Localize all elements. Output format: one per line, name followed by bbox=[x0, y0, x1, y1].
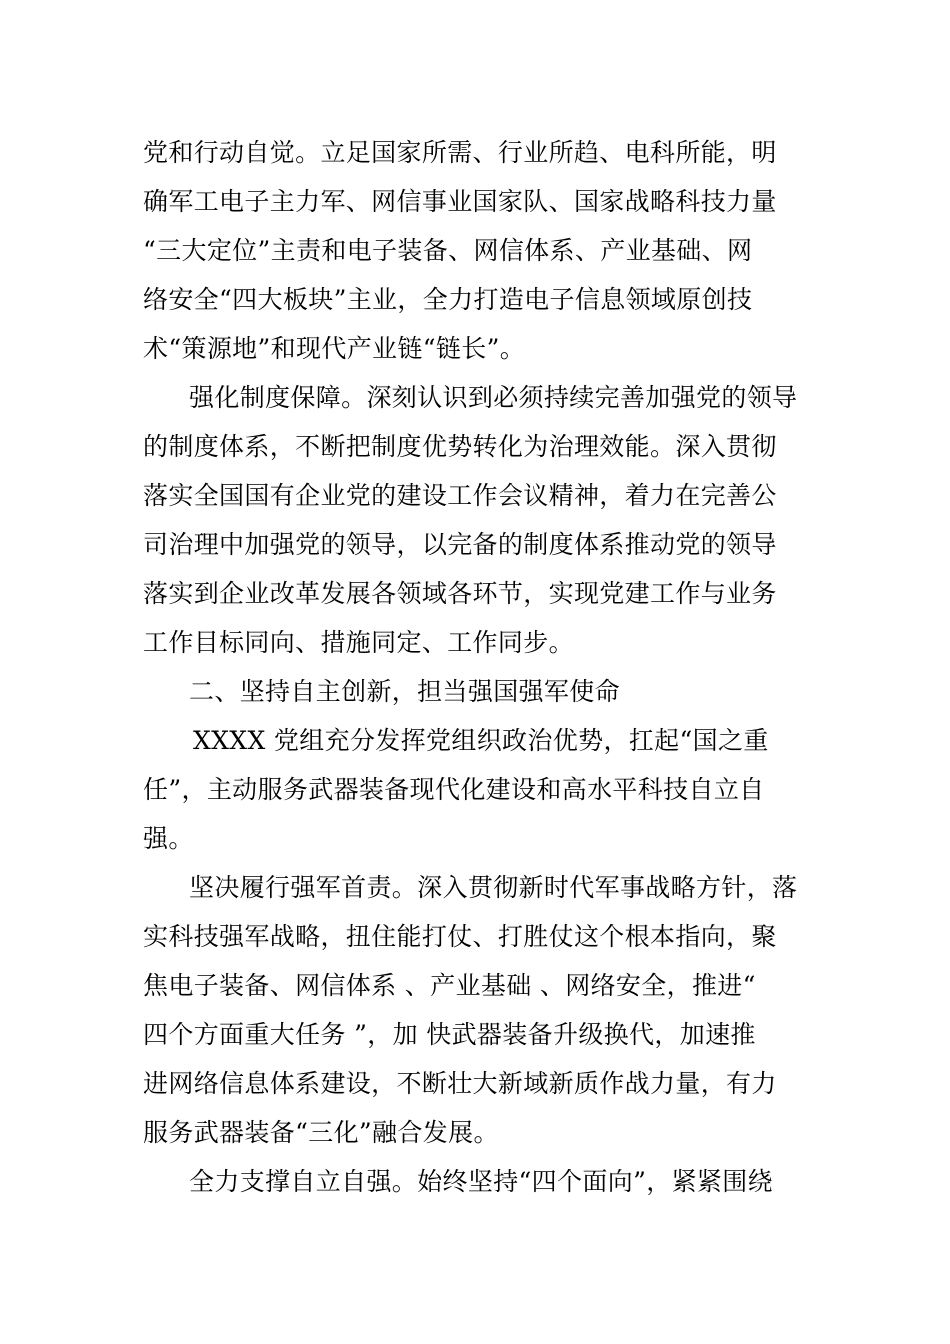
paragraph-start-line: 强化制度保障。深刻认识到必须持续完善加强党的领导 bbox=[189, 383, 798, 412]
document-body bbox=[143, 128, 808, 1206]
paragraph-start-line: 全力支撑自立自强。始终坚持“四个面向”，紧紧围绕 bbox=[189, 1167, 773, 1196]
text-line: 落实到企业改革发展各领域各环节，实现党建工作与业务 bbox=[143, 579, 777, 608]
text-line: 四个方面重大任务 ”，加 快武器装备升级换代，加速推 bbox=[143, 1020, 756, 1049]
section-heading: 二、坚持自主创新，担当强国强军使命 bbox=[189, 677, 620, 706]
text-line: 络安全“四大板块”主业，全力打造电子信息领域原创技 bbox=[143, 285, 753, 314]
text-line: 焦电子装备、网信体系 、产业基础 、网络安全，推进“ bbox=[143, 971, 756, 1000]
text-line: 强。 bbox=[143, 824, 194, 853]
text-line: 司治理中加强党的领导，以完备的制度体系推动党的领导 bbox=[143, 530, 777, 559]
text-line: “三大定位”主责和电子装备、网信体系、产业基础、网 bbox=[143, 236, 753, 265]
text-line: 实科技强军战略，扭住能打仗、打胜仗这个根本指向，聚 bbox=[143, 922, 777, 951]
text-line: 工作目标同向、措施同定、工作同步。 bbox=[143, 628, 574, 657]
text-line: 术“策源地”和现代产业链“链长”。 bbox=[143, 334, 526, 363]
text-line: 任”，主动服务武器装备现代化建设和高水平科技自立自 bbox=[143, 775, 765, 804]
text-line: 的制度体系，不断把制度优势转化为治理效能。深入贯彻 bbox=[143, 432, 777, 461]
text-line: 党和行动自觉。立足国家所需、行业所趋、电科所能，明 bbox=[143, 138, 777, 167]
paragraph-start-line: 坚决履行强军首责。深入贯彻新时代军事战略方针，落 bbox=[189, 873, 798, 902]
text-line: 进网络信息体系建设，不断壮大新域新质作战力量，有力 bbox=[143, 1069, 777, 1098]
text-line: 服务武器装备“三化”融合发展。 bbox=[143, 1118, 499, 1147]
paragraph-start-line: XXXX 党组充分发挥党组织政治优势，扛起“国之重 bbox=[193, 726, 769, 755]
text-line: 落实全国国有企业党的建设工作会议精神，着力在完善公 bbox=[143, 481, 777, 510]
text-line: 确军工电子主力军、网信事业国家队、国家战略科技力量 bbox=[143, 187, 777, 216]
